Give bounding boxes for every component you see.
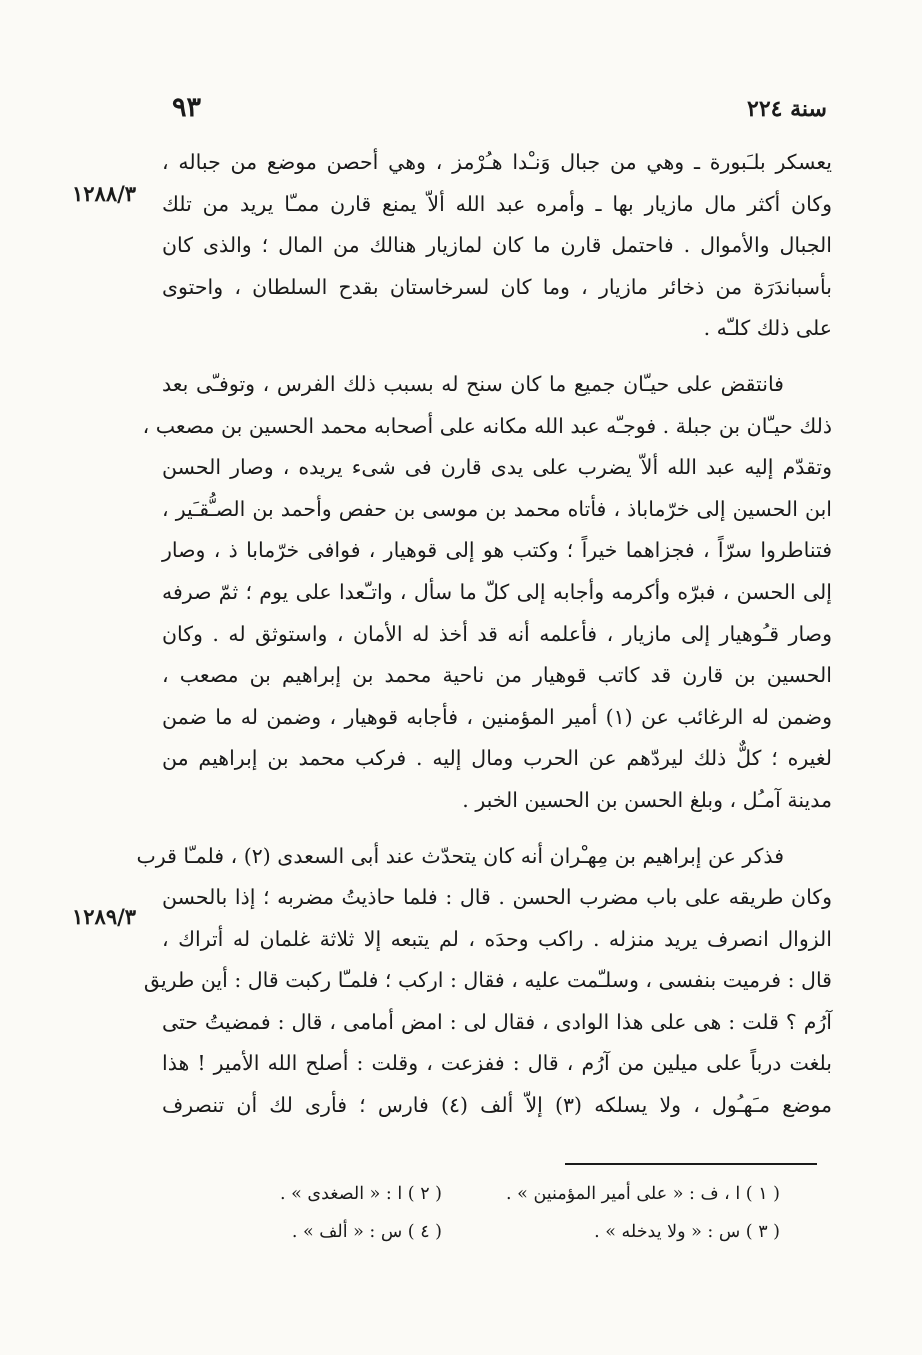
footnote: ( ٤ ) س : « ألف » . (291, 1222, 442, 1242)
text-line: فتناطروا سرّاً ، فجزاهما خيراً ؛ وكتب هو إلى قوهيار ، فوافى خرّمابا ذ ، وصار (162, 538, 832, 563)
text-line: الزوال انصرف يريد منزله . راكب وحدَه ، لم يتبعه إلا ثلاثة غلمان له أتراك ، (162, 926, 832, 951)
page-number: ٩٣ (172, 92, 202, 123)
text-line: ابن الحسين إلى خرّماباذ ، فأتاه محمد بن موسى بن حفص وأحمد بن الصـُّقـَير ، (162, 496, 832, 521)
text-line: لغيره ؛ كلٌّ ذلك ليردّهم عن الحرب ومال إليه . فركب محمد بن إبراهيم من (162, 746, 832, 771)
text-line: يعسكر بلـَبورة ـ وهي من جبال وَنـْدا هـُرْمز ، وهي أحصن موضع من جباله ، (162, 150, 832, 174)
footnote: ( ١ ) ا ، ف : « على أمير المؤمنين » . (506, 1184, 780, 1204)
text-line: ذلك حيـّان بن جبلة . فوجـّه عبد الله مكانه على أصحابه محمد الحسين بن مصعب ، (142, 413, 832, 438)
footnote-rule (565, 1163, 817, 1165)
text-line: فذكر عن إبراهيم بن مِهـْران أنه كان يتحدّث عند أبى السعدى (٢) ، فلمـّا قرب (136, 843, 784, 868)
text-line: الجبال والأموال . فاحتمل قارن ما كان لمازيار هنالك من المال ؛ والذى كان (162, 233, 832, 258)
margin-reference: ١٢٨٩/٣ (72, 904, 137, 929)
text-line: آرُم ؟ قلت : هى على هذا الوادى ، فقال لى : امض أمامى ، قال : فمضيتُ حتى (162, 1009, 832, 1034)
text-line: موضع مـَهـُول ، ولا يسلكه (٣) إلاّ ألف (٤) فارس ؛ فأرى لك أن تنصرف (162, 1093, 832, 1118)
paragraph (136, 836, 832, 1127)
text-line: قال : فرميت بنفسى ، وسلـّمت عليه ، فقال : اركب ؛ فلمـّا ركبت قال : أين طريق (143, 968, 832, 993)
text-line: وصار قـُوهيار إلى مازيار ، فأعلمه أنه قد أخذ له الأمان ، واستوثق له . وكان (162, 621, 832, 646)
text-line: على ذلك كلـّه . (703, 316, 832, 341)
footnote: ( ٢ ) ا : « الصغدى » . (280, 1184, 442, 1204)
text-line: وتقدّم إليه عبد الله ألاّ يضرب على يدى قارن فى شىء يريده ، وصار الحسن (162, 455, 832, 480)
main-text (136, 142, 832, 1141)
text-line: وكان أكثر مال مازيار بها ـ وأمره عبد الله ألاّ يمنع قارن ممـّا يريد من تلك (162, 191, 832, 216)
text-line: بلغت درباً على ميلين من آرُم ، قال : ففزعت ، وقلت : أصلح الله الأمير ! هذا (162, 1051, 832, 1076)
text-line: وكان طريقه على باب مضرب الحسن . قال : فلما حاذيتُ مضربه ؛ إذا بالحسن (162, 885, 832, 910)
page-header (172, 92, 827, 132)
text-line: مدينة آمـُل ، وبلغ الحسن بن الحسين الخبر . (462, 787, 832, 812)
text-line: فانتقض على حيـّان جميع ما كان سنح له بسبب ذلك الفرس ، وتوفـّى بعد (162, 371, 784, 396)
paragraph (162, 142, 832, 350)
running-head: سنة ٢٢٤ (747, 96, 827, 122)
margin-reference: ١٢٨٨/٣ (72, 181, 137, 206)
footnote: ( ٣ ) س : « ولا يدخله » . (594, 1222, 780, 1242)
text-line: بأسباندَرَة من ذخائر مازيار ، وما كان لسرخاستان بقدح السلطان ، واحتوى (162, 274, 832, 299)
text-line: وضمن له الرغائب عن (١) أمير المؤمنين ، فأجابه قوهيار ، وضمن له ما ضمن (162, 704, 832, 729)
text-line: إلى الحسن ، فبرّه وأكرمه وأجابه إلى كلّ ما سأل ، واتـّعدا على يوم ؛ ثمّ صرفه (162, 579, 832, 604)
paragraph (142, 364, 832, 822)
text-line: الحسين بن قارن قد كاتب قوهيار من ناحية محمد بن إبراهيم بن مصعب ، (162, 663, 832, 688)
